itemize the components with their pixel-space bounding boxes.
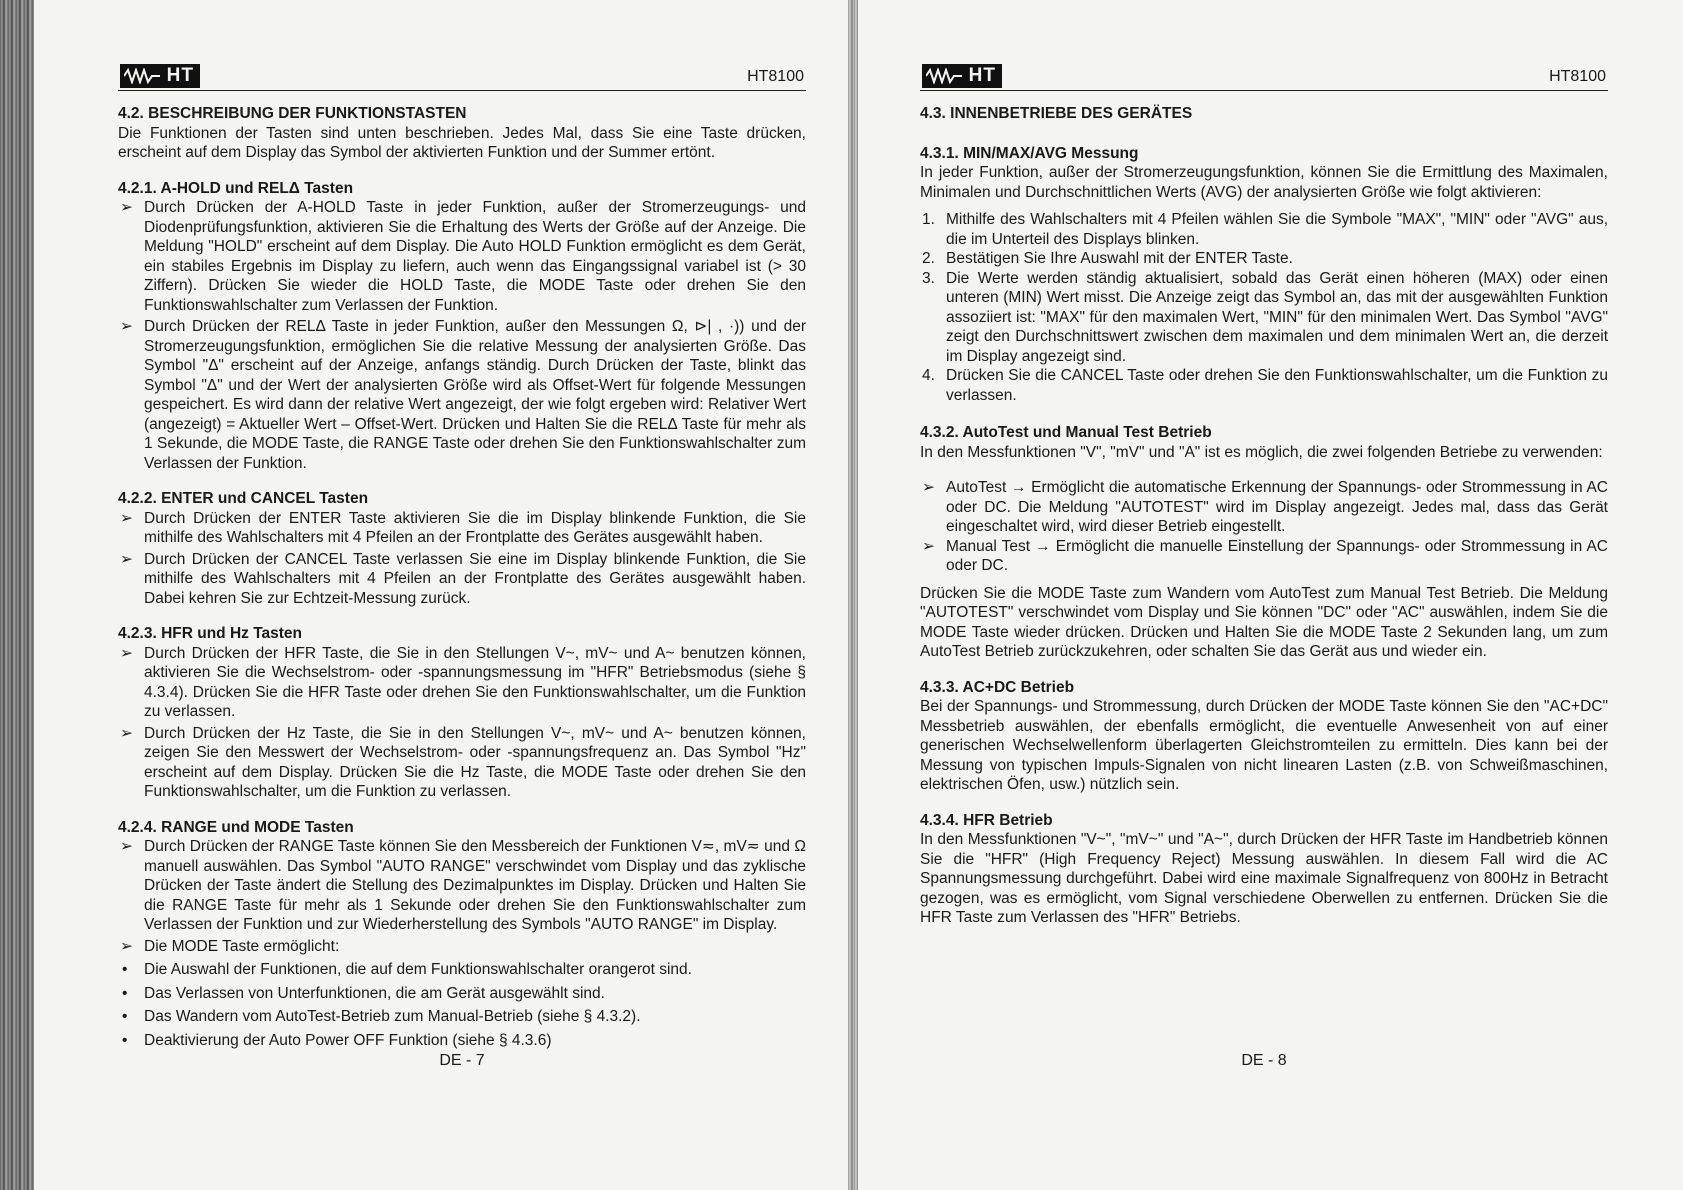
subsection-intro: In jeder Funktion, außer der Stromerzeugungsfunktion, können Sie die Ermittlung des Maximalen, Minimalen und Durchschnittlichen Werts (AVG) der analysierten Größe wie folgt aktivieren: xyxy=(920,164,1608,201)
book-gutter xyxy=(848,0,858,1190)
dot-bullet-icon: • xyxy=(122,1031,128,1049)
arrow-bullet-icon: ➢ xyxy=(120,724,133,742)
list-item: ➢ Durch Drücken der CANCEL Taste verlassen Sie eine im Display blinkende Funktion, die Sie mithilfe des Wahlschalters mit 4 Pfeilen an der Frontplatte des Gerätes ausgewählt haben. Dabei kehren Sie zur Echtzeit-Messung zurück. xyxy=(120,550,806,607)
list-item: ➢ Durch Drücken der RELΔ Taste in jeder Funktion, außer den Messungen Ω, ⊳| , ·)) und der Stromerzeugungsfunktion, ermöglichen Sie die relative Messung der analysierten Größe. Das Symbol "Δ" erscheint auf der Anzeige, anfangs ständig. Durch Drücken der Taste, blinkt das Symbol "Δ" und der Wert der analysierten Größe wird als Offset-Wert für folgende Messungen gespeichert. Es wird dann der relative Wert angezeigt, der wie folgt ergeben wird: Relativer Wert (angezeigt) = Aktueller Wert – Offset-Wert. Drücken und Halten Sie die RELΔ Taste für mehr als 1 Sekunde, die MODE Taste, die RANGE Taste oder drehen Sie den Funktionswahlschalter zum Verlassen der Funktion. xyxy=(120,318,806,472)
section-intro: Die Funktionen der Tasten sind unten beschrieben. Jedes Mal, dass Sie eine Taste drücken, erscheint auf dem Display das Symbol der aktivierten Funktion und der Summer ertönt. xyxy=(118,124,806,161)
subsection-text: Drücken Sie die MODE Taste zum Wandern vom AutoTest zum Manual Test Betrieb. Die Meldung "AUTOTEST" verschwindet vom Display und Sie können "DC" oder "AC" auswählen, indem Sie die MODE Taste wieder drücken. Drücken und Halten Sie die MODE Taste 2 Sekunden lang, um zum AutoTest Betrieb zurückzukehren, oder schalten Sie das Gerät aus und wieder ein. xyxy=(920,584,1608,660)
arrow-bullet-icon: ➢ xyxy=(922,479,935,496)
subsection-title: 4.2.1. A-HOLD und RELΔ Tasten xyxy=(118,179,354,197)
list-item: • Das Wandern vom AutoTest-Betrieb zum Manual-Betrieb (siehe § 4.3.2). xyxy=(122,1008,641,1025)
ht-logo xyxy=(120,64,200,88)
logo-text: HT xyxy=(968,65,996,86)
list-item: 2. Bestätigen Sie Ihre Auswahl mit der ENTER Taste. xyxy=(922,250,1293,267)
list-item: ➢ Durch Drücken der RANGE Taste können Sie den Messbereich der Funktionen V≂, mV≂ und Ω manuell auswählen. Das Symbol "AUTO RANGE" verschwindet vom Display und das zyklische Drücken der Taste ändert die Stellung des Dezimalpunktes im Display. Drücken und Halten Sie die RANGE Taste für mehr als 1 Sekunde oder drehen Sie den Funktionswahlschalter zum Verlassen der Funktion und zur Wiederherstellung des Symbols "AUTO RANGE" im Display. xyxy=(120,838,806,933)
numbered-list xyxy=(920,210,1608,405)
subsection-title: 4.3.2. AutoTest und Manual Test Betrieb xyxy=(920,424,1212,441)
model-name: HT8100 xyxy=(747,68,804,85)
subsection-title: 4.2.4. RANGE und MODE Tasten xyxy=(118,818,354,836)
arrow-bullet-icon: ➢ xyxy=(120,550,133,568)
model-name: HT8100 xyxy=(1549,68,1606,85)
ht-logo xyxy=(922,64,1002,88)
section-title: 4.3. INNENBETRIEBE DES GERÄTES xyxy=(920,105,1193,122)
subsection-title: 4.3.3. AC+DC Betrieb xyxy=(920,678,1075,696)
list-item: ➢ AutoTest → Ermöglicht die automatische Erkennung der Spannungs- oder Strommessung in AC oder DC. Die Meldung "AUTOTEST" wird im Display angezeigt. Jedes mal, dass das Gerät eingeschaltet wird, wird dieser Betrieb eingestellt. xyxy=(922,479,1608,535)
subsection-text: In den Messfunktionen "V~", "mV~" und "A~", durch Drücken der HFR Taste im Handbetrieb können Sie die "HFR" (High Frequency Reject) Messung auswählen. In diesem Fall wird die AC Spannungsmessung durchgeführt. Dabei wird eine maximale Signalfrequenz von 800Hz in Betracht gezogen, was es ermöglicht, vom Signal verschiedene Oberwellen zu entfernen. Drücken Sie die HFR Taste zum Verlassen des "HFR" Betriebs. xyxy=(920,831,1608,926)
list-item: • Das Verlassen von Unterfunktionen, die am Gerät ausgewählt sind. xyxy=(122,984,605,1002)
subsection-title: 4.2.2. ENTER und CANCEL Tasten xyxy=(118,490,369,507)
arrow-list xyxy=(118,644,806,802)
arrow-bullet-icon: ➢ xyxy=(922,537,935,555)
arrow-bullet-icon: ➢ xyxy=(120,509,133,527)
page-header xyxy=(118,62,806,91)
arrow-bullet-icon: ➢ xyxy=(120,937,133,955)
arrow-bullet-icon: ➢ xyxy=(120,199,133,216)
page-number: DE - 7 xyxy=(439,1052,485,1069)
wave-icon xyxy=(926,68,962,84)
arrow-list xyxy=(118,198,806,473)
page-left xyxy=(118,0,806,1190)
page-content xyxy=(920,104,1608,928)
arrow-list xyxy=(118,509,806,609)
arrow-bullet-icon: ➢ xyxy=(120,838,133,855)
scan-edge-left xyxy=(0,0,34,1190)
arrow-bullet-icon: ➢ xyxy=(120,318,133,335)
arrow-bullet-icon: ➢ xyxy=(120,644,133,662)
page-right xyxy=(920,0,1608,1190)
arrow-list xyxy=(118,837,806,956)
bullet-list xyxy=(118,960,806,1050)
list-item: ➢ Durch Drücken der ENTER Taste aktivieren Sie die im Display blinkende Funktion, die Sie mithilfe des Wahlschalters mit 4 Pfeilen an der Frontplatte des Gerätes ausgewählt haben. xyxy=(120,509,806,546)
dot-bullet-icon: • xyxy=(122,1008,128,1025)
list-item: • Die Auswahl der Funktionen, die auf dem Funktionswahlschalter orangerot sind. xyxy=(122,961,692,978)
list-item: ➢ Manual Test → Ermöglicht die manuelle Einstellung der Spannungs- oder Strommessung in AC oder DC. xyxy=(922,537,1608,574)
subsection-title: 4.2.3. HFR und Hz Tasten xyxy=(118,625,303,642)
list-item: ➢ Durch Drücken der HFR Taste, die Sie in den Stellungen V~, mV~ und A~ benutzen können, aktivieren Sie die Wechselstrom- oder -spannungsmessung im "HFR" Betriebsmodus (siehe § 4.3.4). Drücken Sie die HFR Taste oder drehen Sie den Funktionswahlschalter, um die Funktion zu verlassen. xyxy=(120,644,806,720)
page-header xyxy=(920,62,1608,91)
list-item: ➢ Durch Drücken der A-HOLD Taste in jeder Funktion, außer der Stromerzeugungs- und Diodenprüfungsfunktion, aktivieren Sie die Erhaltung des Werts der Größe auf der Anzeige. Die Meldung "HOLD" erscheint auf dem Display. Die Auto HOLD Funktion ermöglicht es dem Gerät, ein stabiles Ergebnis im Display zu liefern, auch wenn das Eingangssignal variabel ist (> 30 Ziffern). Drücken Sie wieder die HOLD Taste, die MODE Taste oder drehen Sie den Funktionswahlschalter zum Verlassen der Funktion. xyxy=(120,199,806,314)
dot-bullet-icon: • xyxy=(122,984,128,1002)
wave-icon xyxy=(124,68,160,84)
subsection-text: Bei der Spannungs- und Strommessung, durch Drücken der MODE Taste können Sie den "AC+DC" Messbetrieb auswählen, der ebenfalls ermöglicht, die eventuelle Anwesenheit von auf einer generischen Wechselwellenform überlagerten Gleichstromteilen zu ermitteln. Dies kann bei der Messung von typischen Impuls-Signalen von nicht linearen Lasten (z.B. von Schweißmaschinen, elektrischen Öfen, usw.) nützlich sein. xyxy=(920,698,1608,793)
arrow-list xyxy=(920,478,1608,576)
list-item: 3. Die Werte werden ständig aktualisiert, sobald das Gerät einen höheren (MAX) oder einen unteren (MIN) Wert misst. Die Anzeige zeigt das Symbol an, das mit der ausgewählten Funktion assoziiert ist: "MAX" für den maximalen Wert, "MIN" für den minimalen Wert. Das Symbol "AVG" zeigt den Durchschnittswert zwischen dem maximalen und dem minimalen Wert an, die derzeit im Display angezeigt sind. xyxy=(922,269,1608,365)
list-item: 4. Drücken Sie die CANCEL Taste oder drehen Sie den Funktionswahlschalter, um die Funktion zu verlassen. xyxy=(922,367,1608,404)
list-item: • Deaktivierung der Auto Power OFF Funktion (siehe § 4.3.6) xyxy=(122,1031,552,1049)
page-number: DE - 8 xyxy=(1241,1052,1287,1069)
logo-text: HT xyxy=(166,65,194,86)
list-item: ➢ Durch Drücken der Hz Taste, die Sie in den Stellungen V~, mV~ und A~ benutzen können, zeigen Sie den Messwert der Wechselstrom- oder -spannungsfrequenz an. Das Symbol "Hz" erscheint auf dem Display. Drücken Sie die Hz Taste, die MODE Taste oder drehen Sie den Funktionswahlschalter, um die Funktion zu verlassen. xyxy=(120,724,806,800)
subsection-title: 4.3.4. HFR Betrieb xyxy=(920,811,1053,829)
section-title: 4.2. BESCHREIBUNG DER FUNKTIONSTASTEN xyxy=(118,105,467,122)
list-item: ➢ Die MODE Taste ermöglicht: xyxy=(120,937,340,955)
subsection-intro: In den Messfunktionen "V", "mV" und "A" ist es möglich, die zwei folgenden Betriebe zu verwenden: xyxy=(920,443,1603,461)
subsection-title: 4.3.1. MIN/MAX/AVG Messung xyxy=(920,144,1139,162)
list-item: 1. Mithilfe des Wahlschalters mit 4 Pfeilen wählen Sie die Symbole "MAX", "MIN" oder "AVG" aus, die im Unterteil des Displays blinken. xyxy=(922,211,1608,248)
page-content xyxy=(118,104,806,1050)
dot-bullet-icon: • xyxy=(122,961,128,978)
